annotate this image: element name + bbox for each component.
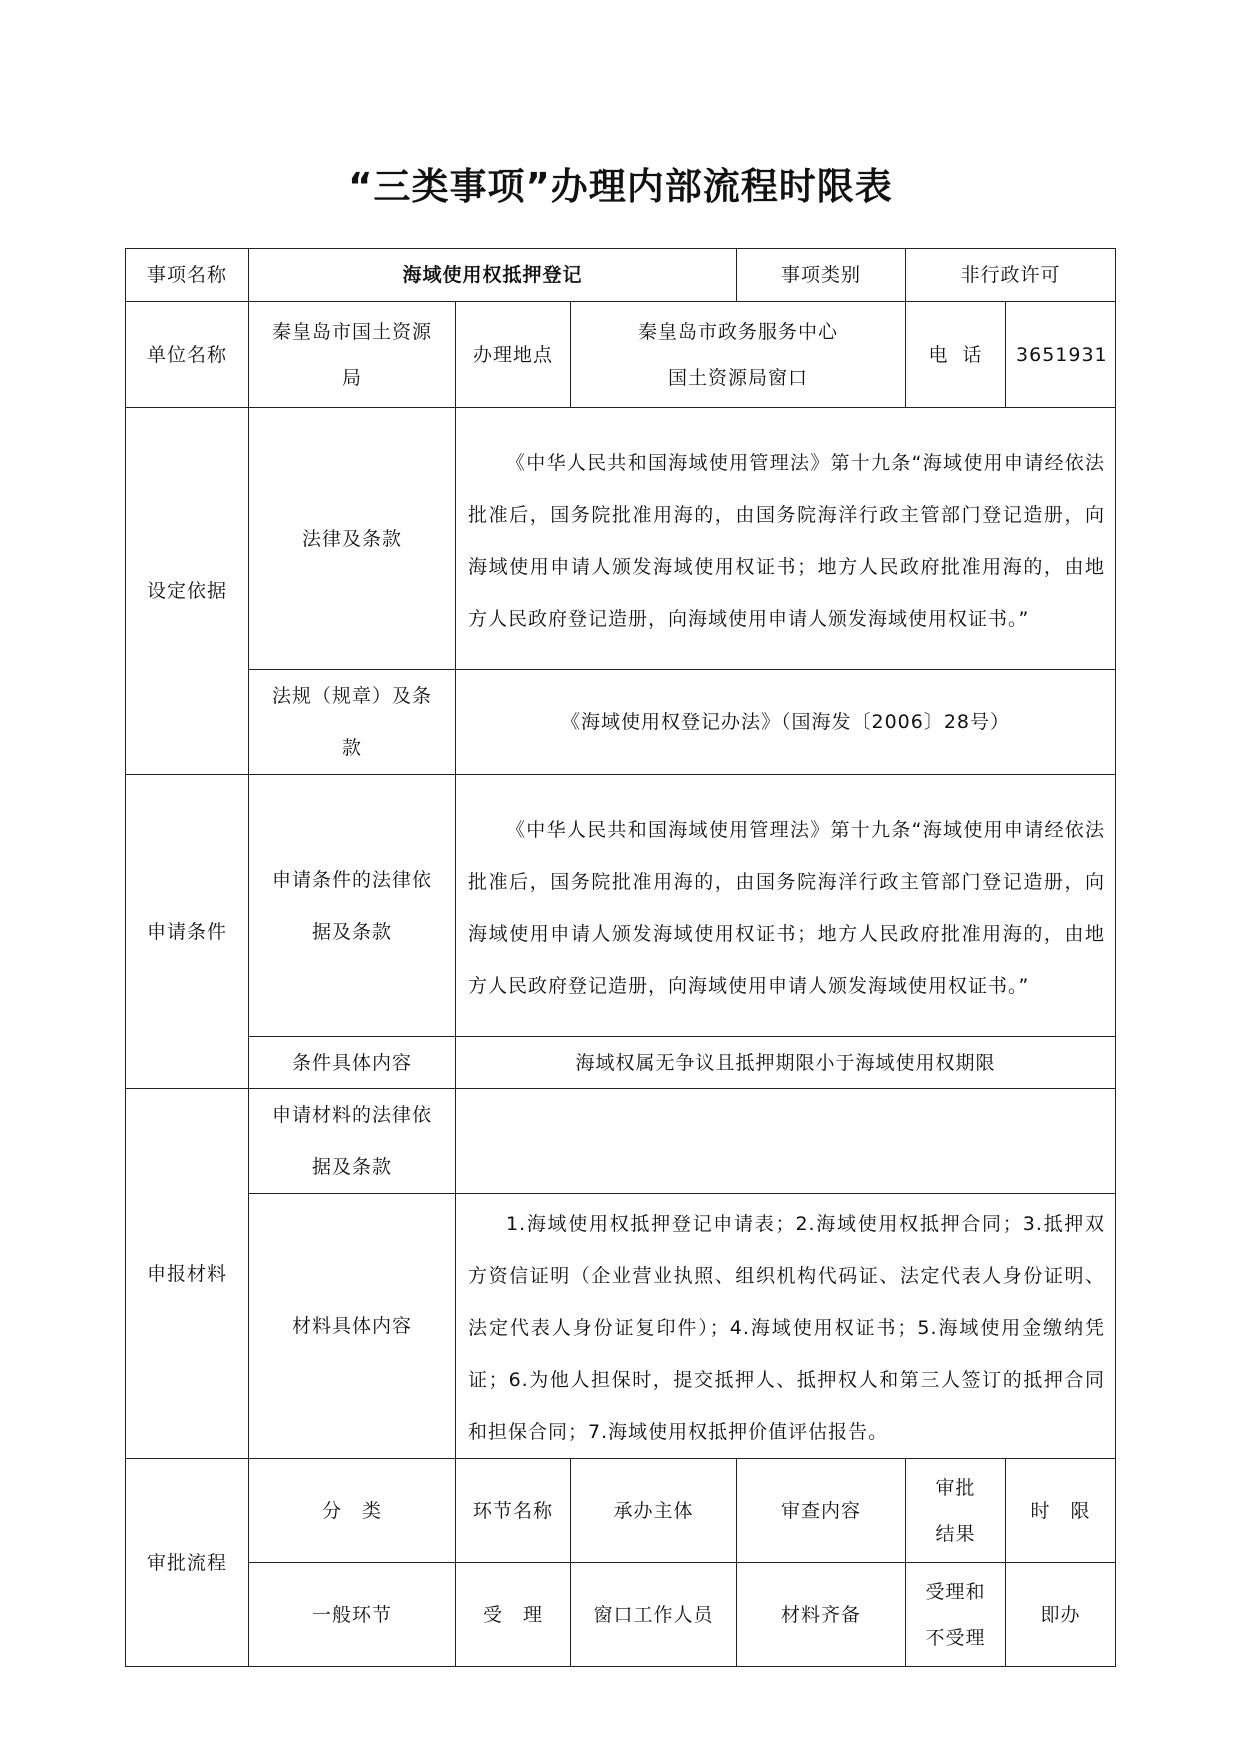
conditions-law-row: [126, 775, 1116, 1037]
process-col-handler: 承办主体: [571, 1459, 737, 1563]
process-col-time: 时 限: [1006, 1459, 1116, 1563]
location-line-2: 国土资源局窗口: [668, 366, 809, 389]
process-header-row: [126, 1459, 1116, 1563]
basis-label: 设定依据: [126, 408, 249, 775]
unit-name-label: 单位名称: [126, 302, 249, 408]
process-col-category: 分 类: [249, 1459, 456, 1563]
basis-regulation-row: [126, 670, 1116, 775]
materials-law-row: [126, 1089, 1116, 1194]
process-time-limit-table: [125, 248, 1116, 1667]
basis-law-paragraph: 《中华人民共和国海域使用管理法》第十九条“海域使用申请经依法批准后，国务院批准用海的，由国务院海洋行政主管部门登记造册，向海域使用申请人颁发海域使用权证书；地方人民政府批准用海的，由地方人民政府登记造册，向海域使用申请人颁发海域使用权证书。”: [468, 451, 1106, 630]
conditions-detail-label: 条件具体内容: [249, 1037, 456, 1089]
conditions-detail-row: [126, 1037, 1116, 1089]
item-name-row: [126, 249, 1116, 302]
unit-name-value: 秦皇岛市国土资源局: [249, 302, 456, 408]
materials-detail-label: 材料具体内容: [249, 1194, 456, 1459]
process-row-category: 一般环节: [249, 1563, 456, 1667]
materials-detail-text: [456, 1194, 1116, 1459]
page-title: “三类事项”办理内部流程时限表: [348, 165, 893, 208]
process-col-result: 审批结果: [906, 1459, 1006, 1563]
item-type-value: 非行政许可: [906, 249, 1116, 302]
item-type-label: 事项类别: [737, 249, 906, 302]
materials-detail-paragraph: 1.海域使用权抵押登记申请表；2.海域使用权抵押合同；3.抵押双方资信证明（企业营业执照、组织机构代码证、法定代表人身份证明、法定代表人身份证复印件）；4.海域使用权证书；5.海域使用金缴纳凭证；6.为他人担保时，提交抵押人、抵押权人和第三人签订的抵押合同和担保合同；7.海域使用权抵押价值评估报告。: [468, 1213, 1106, 1443]
conditions-law-paragraph: 《中华人民共和国海域使用管理法》第十九条“海域使用申请经依法批准后，国务院批准用海的，由国务院海洋行政主管部门登记造册，向海域使用申请人颁发海域使用权证书；地方人民政府批准用海的，由地方人民政府登记造册，向海域使用申请人颁发海域使用权证书。”: [468, 818, 1106, 997]
phone-value: 3651931: [1006, 302, 1116, 408]
process-row-handler: 窗口工作人员: [571, 1563, 737, 1667]
materials-label: 申报材料: [126, 1089, 249, 1459]
process-col-step: 环节名称: [456, 1459, 571, 1563]
item-name-label: 事项名称: [126, 249, 249, 302]
location-line-1: 秦皇岛市政务服务中心: [638, 320, 839, 343]
basis-law-row: [126, 408, 1116, 670]
basis-regulation-text: 《海域使用权登记办法》（国海发〔2006〕28号）: [456, 670, 1116, 775]
materials-law-text: [456, 1089, 1116, 1194]
item-name-value: 海域使用权抵押登记: [249, 249, 737, 302]
table-row: [126, 1563, 1116, 1667]
process-row-time: 即办: [1006, 1563, 1116, 1667]
process-row-step: 受 理: [456, 1563, 571, 1667]
process-col-review: 审查内容: [737, 1459, 906, 1563]
unit-row: [126, 302, 1116, 408]
basis-regulation-label: 法规（规章）及条款: [249, 670, 456, 775]
conditions-label: 申请条件: [126, 775, 249, 1089]
conditions-detail-text: 海域权属无争议且抵押期限小于海域使用权期限: [456, 1037, 1116, 1089]
basis-law-label: 法律及条款: [249, 408, 456, 670]
process-label: 审批流程: [126, 1459, 249, 1667]
process-row-review: 材料齐备: [737, 1563, 906, 1667]
basis-law-text: [456, 408, 1116, 670]
location-value: [571, 302, 906, 408]
conditions-law-text: [456, 775, 1116, 1037]
materials-law-label: 申请材料的法律依据及条款: [249, 1089, 456, 1194]
conditions-law-label: 申请条件的法律依据及条款: [249, 775, 456, 1037]
phone-label: 电 话: [906, 302, 1006, 408]
process-row-result: 受理和不受理: [906, 1563, 1006, 1667]
location-label: 办理地点: [456, 302, 571, 408]
materials-detail-row: [126, 1194, 1116, 1459]
